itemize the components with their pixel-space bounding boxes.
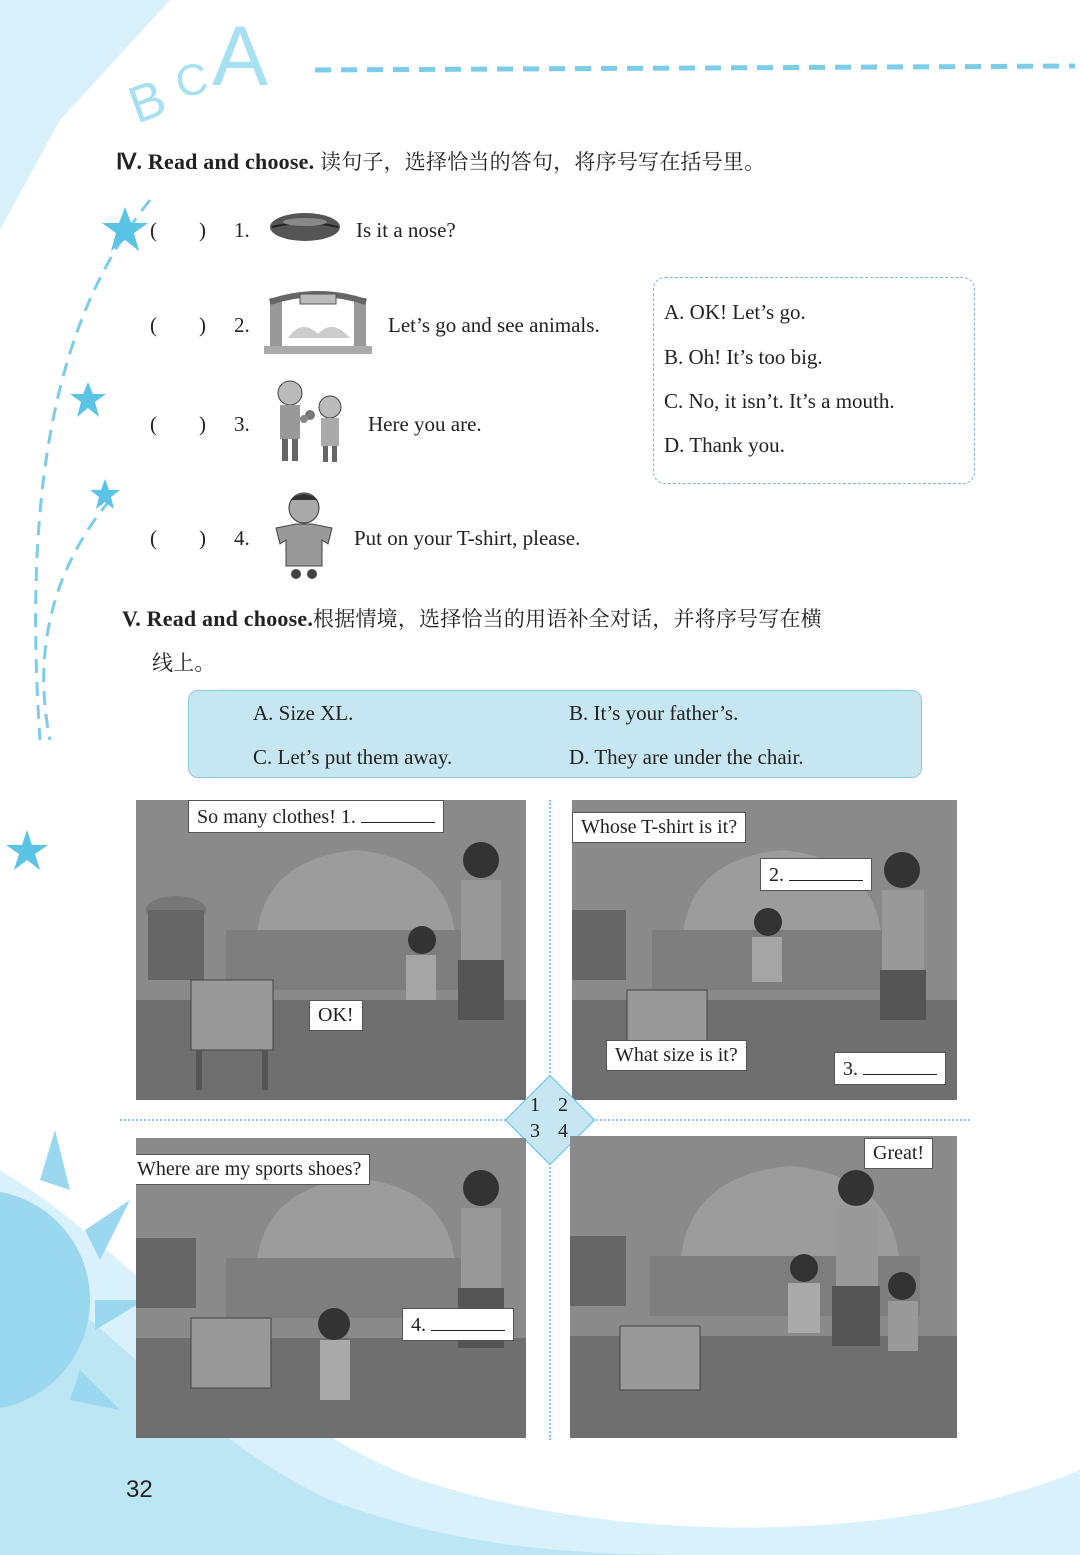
section-5-instruction-cont: 线上。 <box>152 651 216 675</box>
header-letter-c: C <box>171 53 212 108</box>
choice-c: C. Let’s put them away. <box>253 745 453 769</box>
header-letter-a: A <box>212 9 269 103</box>
comic-panel-1 <box>136 800 526 1100</box>
answer-bracket-3[interactable]: ( ) <box>150 411 206 436</box>
speech-bubble-p2-answer: 2. <box>760 858 872 891</box>
question-1 <box>150 212 456 248</box>
comic-panel-2 <box>572 800 957 1100</box>
section-4-title <box>116 146 765 176</box>
star-icon <box>100 205 150 255</box>
comic-panel-4 <box>570 1136 957 1438</box>
header-letters <box>121 9 290 136</box>
room-scene-illustration <box>136 800 526 1100</box>
two-girls-flowers-picture <box>268 375 354 473</box>
question-text: Let’s go and see animals. <box>388 312 600 337</box>
question-4 <box>150 490 580 586</box>
answer-blank-2[interactable] <box>789 862 863 881</box>
question-text: Put on your T-shirt, please. <box>354 525 581 550</box>
header-letter-b: B <box>121 68 174 136</box>
speech-bubble-p3-answer: 4. <box>402 1308 514 1341</box>
question-number: 2. <box>234 312 250 337</box>
choice-b: B. It’s your father’s. <box>569 701 739 725</box>
answer-bracket-2[interactable]: ( ) <box>150 312 206 337</box>
section-5-title-line2 <box>152 647 216 677</box>
comic-panel-3 <box>136 1138 526 1438</box>
question-number: 3. <box>234 411 250 436</box>
speech-bubble-p2-answer3: 3. <box>834 1052 946 1085</box>
question-number: 1. <box>234 217 250 242</box>
option-b: B. Oh! It’s too big. <box>664 345 823 369</box>
speech-bubble-p2-size: What size is it? <box>606 1040 747 1071</box>
section-5-numeral: V. Read and choose. <box>122 606 314 631</box>
zoo-gate-picture <box>262 288 374 362</box>
section-4-numeral: Ⅳ. Read and choose. <box>116 149 315 174</box>
choice-d: D. They are under the chair. <box>569 745 804 769</box>
question-2 <box>150 290 600 360</box>
speech-bubble-p3-main: Where are my sports shoes? <box>136 1154 370 1185</box>
star-icon <box>88 478 122 512</box>
answer-blank-3[interactable] <box>863 1056 937 1075</box>
speech-bubble-p2-main: Whose T-shirt is it? <box>572 812 746 843</box>
answer-blank-4[interactable] <box>431 1312 505 1331</box>
dialogue-choices-box <box>188 690 922 778</box>
page-number: 32 <box>126 1476 153 1503</box>
question-text: Here you are. <box>368 411 482 436</box>
question-3 <box>150 378 482 470</box>
star-icon <box>4 828 50 874</box>
section-5-title <box>122 603 982 633</box>
answer-options-box <box>653 277 975 484</box>
speech-bubble-p1-ok: OK! <box>309 1000 363 1031</box>
speech-bubble-p4-main: Great! <box>864 1138 933 1169</box>
speech-bubble-p1-main: So many clothes! 1. <box>188 800 444 833</box>
section-5-instruction: 根据情境，选择恰当的用语补全对话，并将序号写在横 <box>313 607 822 631</box>
room-scene-illustration <box>570 1136 957 1438</box>
answer-blank-1[interactable] <box>361 804 435 823</box>
question-number: 4. <box>234 525 250 550</box>
mouth-picture <box>268 210 342 250</box>
option-c: C. No, it isn’t. It’s a mouth. <box>664 389 895 413</box>
choice-a: A. Size XL. <box>253 701 354 725</box>
option-a: A. OK! Let’s go. <box>664 300 806 324</box>
boy-tshirt-picture <box>268 488 340 588</box>
option-d: D. Thank you. <box>664 433 785 457</box>
star-icon <box>68 380 108 420</box>
answer-bracket-4[interactable]: ( ) <box>150 525 206 550</box>
section-4-instruction: 读句子，选择恰当的答句，将序号写在括号里。 <box>320 150 766 174</box>
answer-bracket-1[interactable]: ( ) <box>150 217 206 242</box>
question-text: Is it a nose? <box>356 217 456 242</box>
